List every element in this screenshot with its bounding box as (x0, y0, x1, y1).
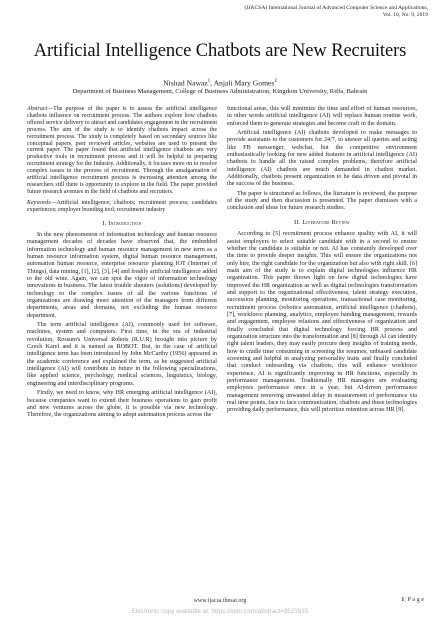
ssrn-watermark: Electronic copy available at: https://ssrn.com/abstract=3521915 (131, 608, 309, 615)
paper-title: Artificial Intelligence Chatbots are New Recruiters (33, 41, 407, 61)
keywords-label: Keywords (27, 199, 51, 206)
section-heading-literature-review: II. Literature Review (294, 218, 350, 226)
author-line (0, 77, 440, 88)
affiliation: Department of Business Management, College of Business Administration, Kingdom University, Riffa, Bahrain (72, 88, 368, 95)
footer-url: www.ijacsa.thesai.org (193, 598, 247, 604)
page-number-separator: | (405, 596, 407, 603)
left-column (27, 106, 217, 422)
keywords (27, 200, 217, 214)
abstract (27, 106, 217, 196)
page-label: P a g e (407, 596, 424, 603)
author-name: Nishad Nawaz (163, 78, 208, 88)
body-paragraph: functional areas, this will minimize the time and effort of human resources, in other words artificial intelligence (AI) will replace human routine work, enforced them to generate strategies and become craft in the domain. (227, 106, 417, 127)
page-number (401, 596, 424, 603)
author-affiliation-mark: 1 (207, 79, 211, 84)
page-number-value: 1 (401, 596, 405, 603)
right-column (227, 106, 417, 417)
body-paragraph: In the new phenomenon of information technology and human resource management decades of decades have observed that, the embedded information technology and human resource management in new term as a human resource information system, digital human resource management, automation human resource, enterprise resource planning IOT (Internet of Things), data mining, [1], [2], [3], [4] and freshly artificial intelligence added to the old wine. Again, we can spot the vigor of information technology innovations in business. The latest trouble shooters (solutions) developed by technology to the complex issues of all the various functions of organizations are drawing more attention of the managers from different departments, areas and domains, not excluding the human resource department. (27, 231, 217, 319)
body-paragraph: The term artificial intelligence (AI), commonly used for software, machines, system and computers. First time, in the era of industrial revolution, Rossum's Universal Robots (R.U.R) brought into picture by Czech Karel and it is named as ROBOT. But, in the case of artificial intelligence term has been introduced by John McCarthy (1956) appeared in the academic conference and explained the term, as he suggested artificial intelligence (AI) will contribute in future in the following specializations, like applied science, psychology, medical sciences, linguistics, biology, engineering and interdisciplinary programs. (27, 322, 217, 387)
author-separator: , (210, 78, 214, 88)
body-paragraph: Artificial intelligence (AI) chatbots developed to make messages to provide assistants to the customers for 24/7, to answer all queries and acting like FB messenger, webchat, but the competitive environment enthusiastically looking for new added features in artificial intelligence (AI) chatbots to handle all the raised complex problems, therefore artificial intelligence (AI) chatbots are much demanded in chatbot market. Additionally, chatbots present organization to be data driven and pivotal in the success of the business. (227, 130, 417, 188)
section-heading-introduction: I. Introduction (102, 219, 142, 227)
abstract-label: Abstract (27, 106, 48, 112)
body-paragraph: According to [5] recruitment process enhance quality with AI, it will assist employers to select suitable candidate with in a second to ensure whether the candidate is suitable or not. AI has constantly developed over the time to provide deeper insights. This will ensure the organizations not only hire, the right candidate for the organization but also with right skill. [6] main aim of the study is to explain digital technologies influence HR organization. This paper throws light on how digital technologies have improved the HR organization as well as digital technologies transformation and support to the organizational effectiveness, talent strategy execution, succession planning, monitoring operations, transactional case monitoring, recruitment process (robotics automation, artificial intelligence (chatbots), [7], workforce planning, analytics, employee banding management, rewards and engagement, employee relations and effectiveness of organization and finally concluded that digital technology forcing HR process and organization structure into the transformation and [8] through AI can identify right talent leaders, they may easily procure deep insights of training needs, how to cradle time consuming in screening the resumes, unbiased candidate screening and helpful in analyzing personality traits and finally concluded that conduct onboarding via chatbots, this will enhance workforce experience. AI is significantly improving in HR functions, especially in performance management. Traditionally HR managers are evaluating employees performance once in a year, but AI-driven performance management removing unwanted delay in measurement of performance via real time points, face to face communication, chatbots and these technologies providing daily performance, this will prioritize retention across HR [9]. (227, 231, 417, 414)
journal-name: (IJACSA) International Journal of Advanced Computer Science and Applications, (244, 5, 428, 11)
journal-volume: Vol. 10, No. 9, 2019 (382, 12, 428, 18)
body-paragraph: The paper is structured as follows, the literature is reviewed, the purpose of the study and then discussion is presented. The paper dismisses with a conclusion and ideas for future research studies. (227, 190, 417, 212)
author-affiliation-mark: 2 (274, 79, 277, 84)
abstract-text: —The purpose of the paper is to assess the artificial intelligence chatbots influence on recruitment process. The authors explore how chatbots offered service delivery to attract and candidates engagement in the recruitment process. The aim of the study is to identify chatbots impact across the recruitment process. The study is completely based on secondary sources like conceptual papers, peer reviewed articles, websites are used to present the current paper. The paper found that artificial intelligence chatbots are very productive tools in recruitment process and it will be helpful in preparing recruitment strategy for the Industry. Additionally, it focuses more on to resolve complex issues in the process of recruitment. Through the amalgamation of artificial intelligence recruitment process is increasing attention among the researchers still there is opportunity to explore in the field. The paper provided future research avenues in the field of chatbots and recruiters. (27, 106, 217, 195)
keywords-text: —Artificial intelligence; chatbots; recruitment process; candidates experiences; employer branding tool; recruitment industry (27, 199, 217, 213)
journal-header (168, 5, 428, 19)
body-paragraph: Firstly, we need to know, why HR emerging artificial intelligence (AI), because companies want to extend their business operations to gain profit and new ventures across the globe, it is possible via new technology. Therefore, the organizations aiming to adopt automation process across the (27, 390, 217, 419)
author-name: Anjali Mary Gomes (213, 78, 275, 88)
